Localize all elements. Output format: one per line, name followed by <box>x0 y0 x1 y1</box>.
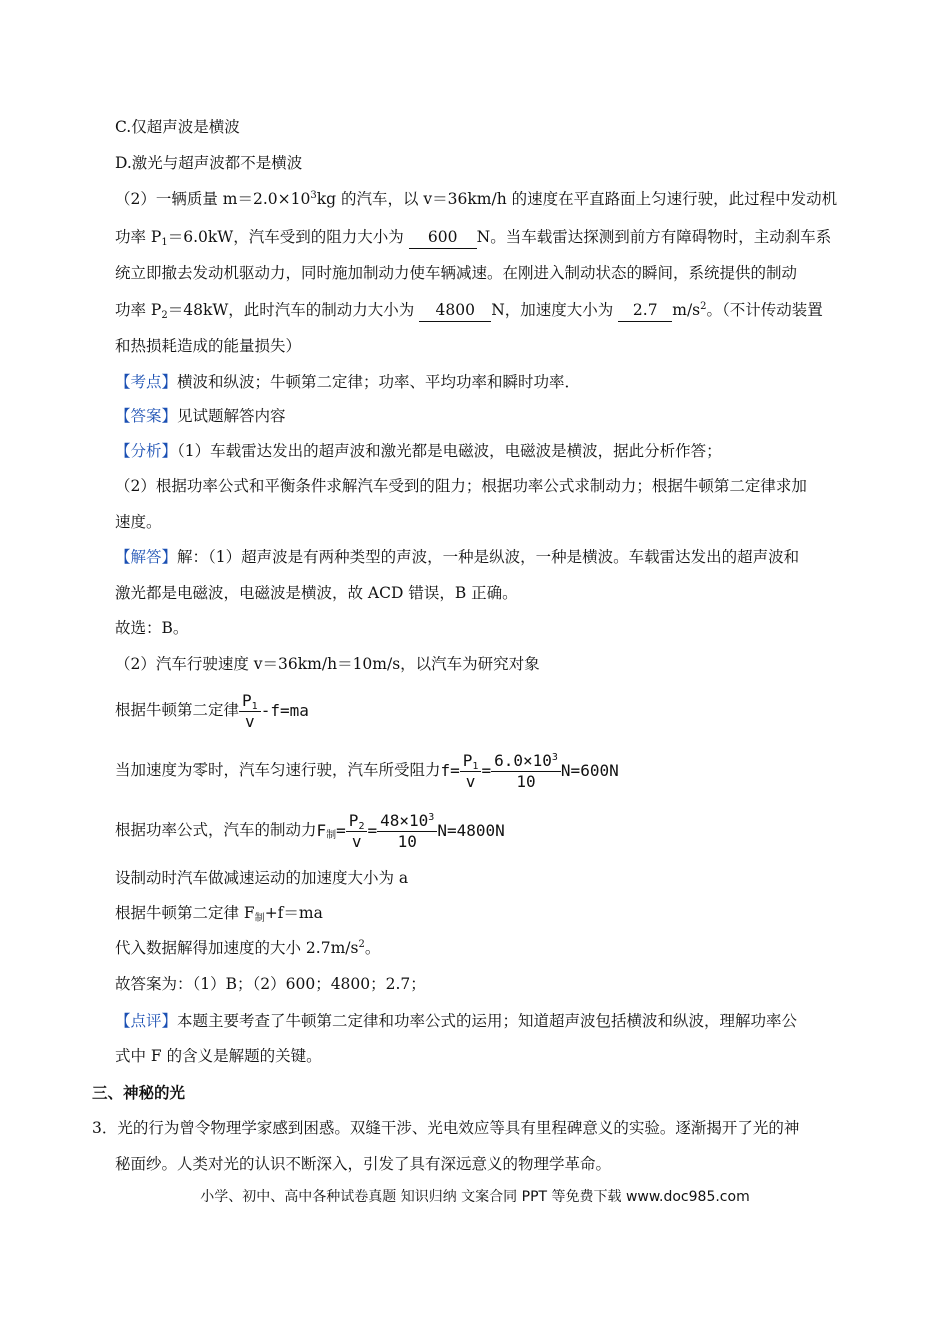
jieda-line-1: 【解答】解：（1）超声波是有两种类型的声波，一种是纵波，一种是横波。车载雷达发出的超声波和 <box>115 548 800 566</box>
dianping-line-1: 【点评】本题主要考查了牛顿第二定律和功率公式的运用；知道超声波包括横波和纵波，理解功率公 <box>115 1012 798 1030</box>
fenxi-tag: 【分析】 <box>115 442 178 460</box>
answer-blank-1: 600 <box>409 226 477 249</box>
kaodian-tag: 【考点】 <box>115 373 178 391</box>
fraction: $\frac{P_1}{v}$ <box>239 691 261 732</box>
jieda-line-3: 故选：B。 <box>115 619 189 637</box>
fenxi-line-3: 速度。 <box>115 513 162 531</box>
jieda-line-4: （2）汽车行驶速度 v＝36km/h＝10m/s，以汽车为研究对象 <box>115 655 540 673</box>
jieda-line-2: 激光都是电磁波，电磁波是横波，故 ACD 错误，B 正确。 <box>115 584 518 602</box>
equation-1: 根据牛顿第二定律 $\frac{P_1}{v}$ -f=ma <box>115 690 309 731</box>
answer-line: 【答案】见试题解答内容 <box>115 407 286 425</box>
question-2-line-4: 功率 $P_2=48kW$，此时汽车的制动力大小为 4800 N，加速度大小为 2.7 $m/s^2$。（不计传动装置 <box>115 301 823 321</box>
answer-blank-3: 2.7 <box>618 299 672 322</box>
page-footer: 小学、初中、高中各种试卷真题 知识归纳 文案合同 PPT 等免费下载 www.doc985.com <box>200 1189 750 1205</box>
final-answer: 故答案为：（1）B；（2）600；4800；2.7； <box>115 975 426 993</box>
fraction: $\frac{P_1}{v}$ <box>460 751 482 792</box>
option-c: C.仅超声波是横波 <box>115 118 240 136</box>
question-2-line-3: 统立即撤去发动机驱动力，同时施加制动力使车辆减速。在刚进入制动状态的瞬间，系统提供的制动 <box>115 264 798 282</box>
fenxi-line-2: （2）根据功率公式和平衡条件求解汽车受到的阻力；根据功率公式求制动力；根据牛顿第二定律求加 <box>115 477 807 495</box>
dianping-line-2: 式中 F 的含义是解题的关键。 <box>115 1047 322 1065</box>
answer-blank-2: 4800 <box>419 299 491 322</box>
question-2-line-5: 和热损耗造成的能量损失） <box>115 337 302 355</box>
question-3-line-1: 3．光的行为曾令物理学家感到困惑。双缝干涉、光电效应等具有里程碑意义的实验。逐渐揭开了光的神 <box>92 1119 800 1137</box>
fenxi-line-1: 【分析】（1）车载雷达发出的超声波和激光都是电磁波，电磁波是横波，据此分析作答； <box>115 442 722 460</box>
daan-tag: 【答案】 <box>115 407 178 425</box>
solution-line-2: 根据牛顿第二定律 $F_制+f=ma$ <box>115 904 323 924</box>
kaodian-line: 【考点】横波和纵波；牛顿第二定律；功率、平均功率和瞬时功率． <box>115 373 581 391</box>
solution-line-3: 代入数据解得加速度的大小 $2.7m/s^2$。 <box>115 939 381 957</box>
option-d: D.激光与超声波都不是横波 <box>115 154 303 172</box>
equation-3: 根据功率公式，汽车的制动力$F_制=$ $\frac{P_2}{v}$ = $\frac{48\times 10^3}{10}$ N=4800N <box>115 810 505 851</box>
solution-line-1: 设制动时汽车做减速运动的加速度大小为 a <box>115 869 409 887</box>
fraction: $\frac{48\times 10^3}{10}$ <box>377 811 437 852</box>
question-3-line-2: 秘面纱。人类对光的认识不断深入，引发了具有深远意义的物理学革命。 <box>115 1155 612 1173</box>
fraction: $\frac{P_2}{v}$ <box>346 811 368 852</box>
section-heading: 三、神秘的光 <box>92 1084 186 1102</box>
question-2-line-2: 功率 $P_1=6.0kW$，汽车受到的阻力大小为 600 N。当车载雷达探测到前方有障碍物时，主动刹车系 <box>115 228 832 248</box>
dianping-tag: 【点评】 <box>115 1012 178 1030</box>
fraction: $\frac{6.0\times 10^3}{10}$ <box>491 751 561 792</box>
equation-2: 当加速度为零时，汽车匀速行驶，汽车所受阻力f= $\frac{P_1}{v}$ = $\frac{6.0\times 10^3}{10}$ N=600N <box>115 750 619 791</box>
question-2-line-1: （2）一辆质量 $m=2.0\times 10^3kg$ 的汽车，以 v＝36km/h 的速度在平直路面上匀速行驶，此过程中发动机 <box>115 190 838 208</box>
jieda-tag: 【解答】 <box>115 548 178 566</box>
